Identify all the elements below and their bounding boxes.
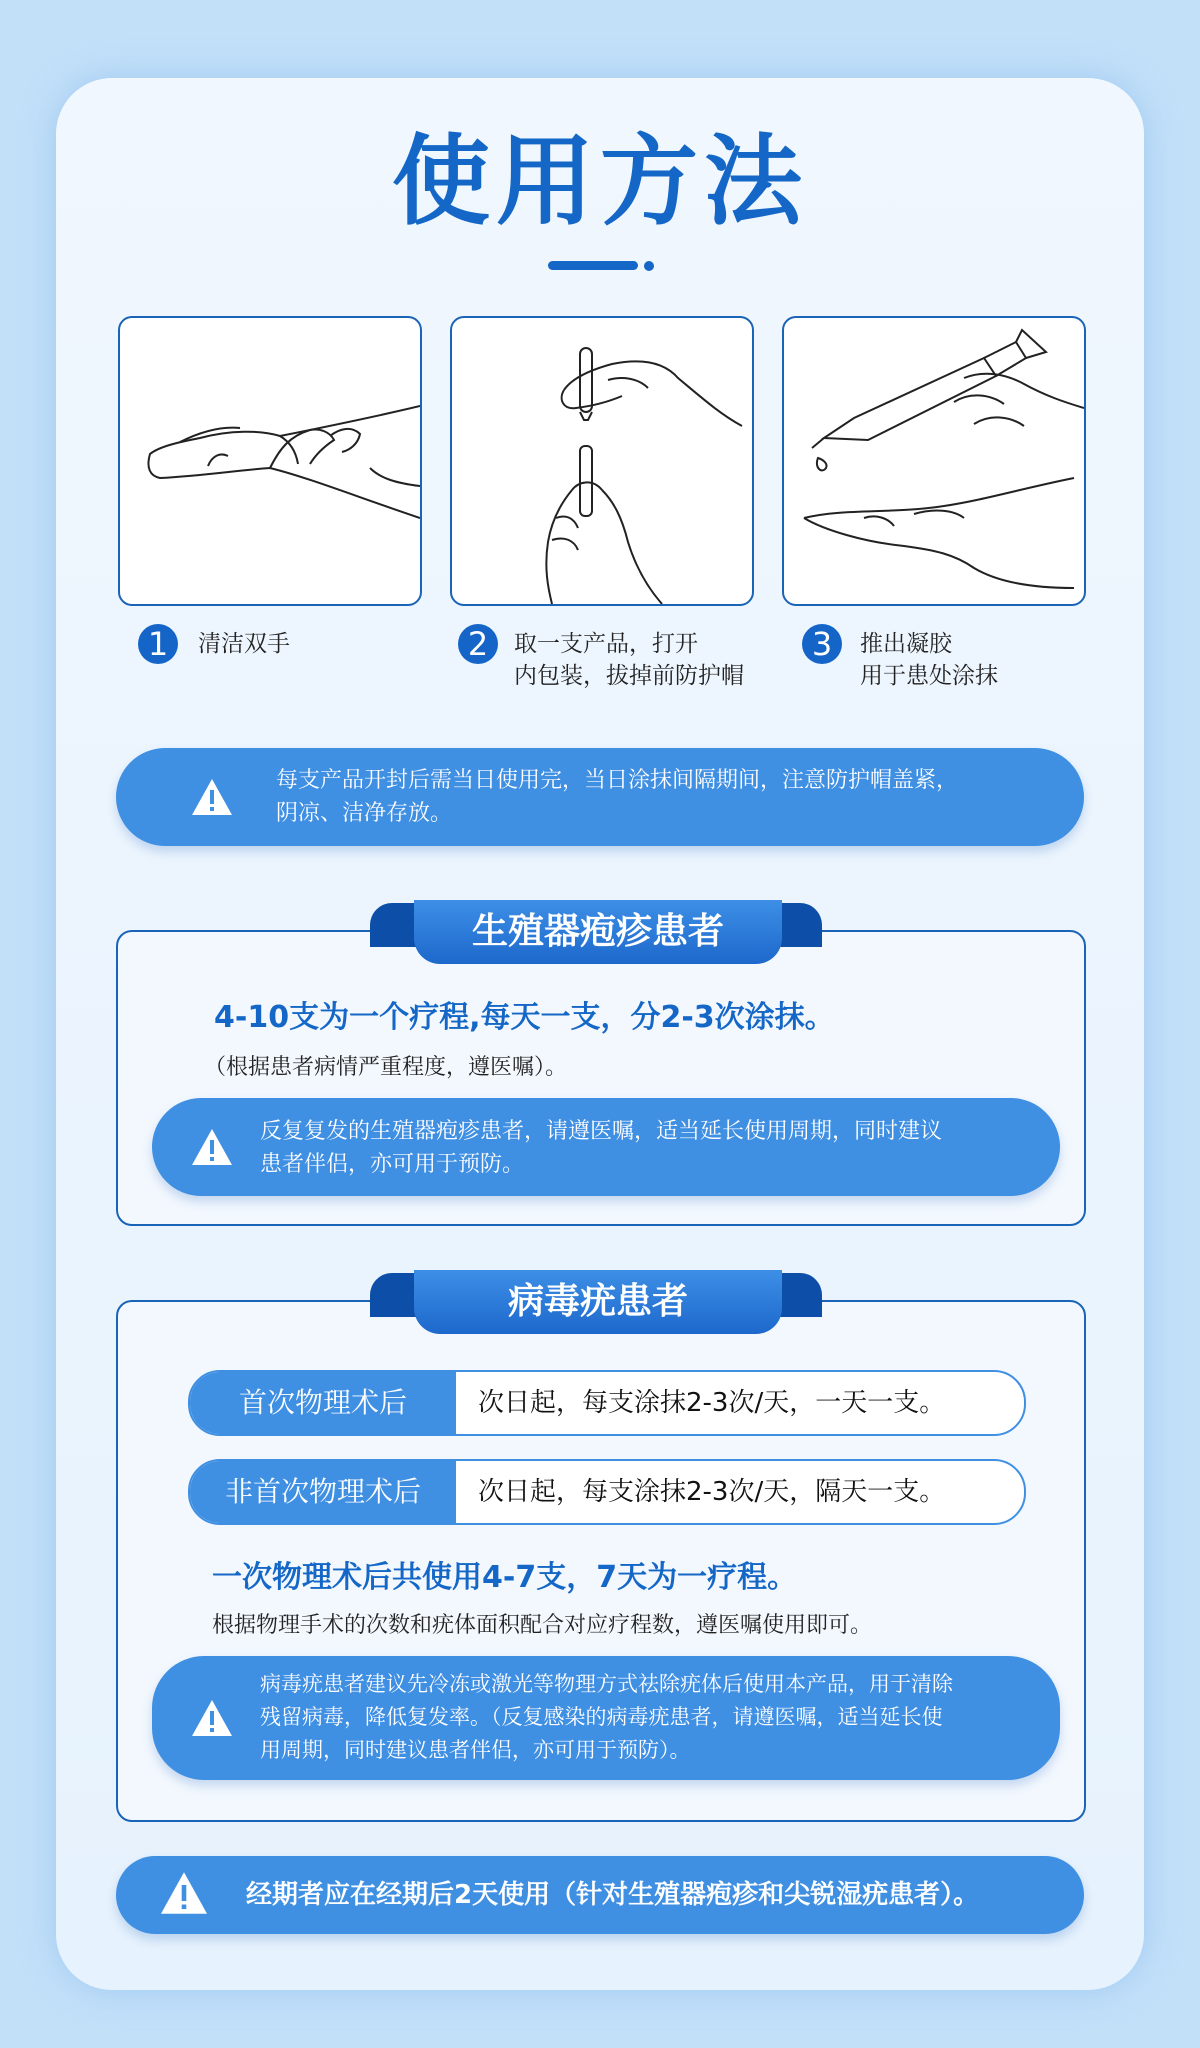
step2-caption	[514, 628, 744, 692]
wart-section-tab: 病毒疣患者	[414, 1270, 782, 1334]
menstruation-notice-text: 经期者应在经期后2天使用（针对生殖器疱疹和尖锐湿疣患者）。	[246, 1880, 980, 1910]
wart-notice-text	[260, 1668, 953, 1767]
herpes-section-tab: 生殖器疱疹患者	[414, 900, 782, 964]
first-surgery-label: 首次物理术后	[190, 1372, 456, 1434]
step3-caption-line1: 推出凝胶	[860, 631, 952, 657]
herpes-notice-line2: 患者伴侣，亦可用于预防。	[260, 1152, 525, 1177]
herpes-course-note: （根据患者病情严重程度，遵医嘱）。	[204, 1055, 568, 1080]
storage-notice-banner	[116, 748, 1084, 846]
wart-notice-line1: 病毒疣患者建议先冷冻或激光等物理方式祛除疣体后使用本产品，用于清除	[260, 1672, 953, 1696]
storage-notice-line1: 每支产品开封后需当日使用完，当日涂抹间隔期间，注意防护帽盖紧，	[276, 768, 959, 793]
repeat-surgery-label: 非首次物理术后	[190, 1461, 456, 1523]
title-underline-dot	[644, 261, 654, 271]
menstruation-notice-banner	[116, 1856, 1084, 1934]
wart-notice-banner	[152, 1656, 1060, 1780]
step1-number-badge: 1	[138, 624, 178, 664]
warning-icon	[158, 1870, 210, 1916]
repeat-surgery-dosage: 次日起，每支涂抹2-3次/天，隔天一支。	[478, 1477, 946, 1507]
step1-caption-line1: 清洁双手	[198, 631, 290, 657]
title-underline	[548, 261, 638, 270]
step2-caption-line1: 取一支产品，打开	[514, 631, 698, 657]
step1-caption	[198, 628, 290, 660]
storage-notice-line2: 阴凉、洁净存放。	[276, 801, 453, 826]
repeat-surgery-row	[188, 1459, 1026, 1525]
step2-number-badge: 2	[458, 624, 498, 664]
first-surgery-row	[188, 1370, 1026, 1436]
first-surgery-dosage: 次日起，每支涂抹2-3次/天，一天一支。	[478, 1388, 946, 1418]
storage-notice-text	[276, 764, 958, 830]
warning-icon	[190, 1127, 234, 1167]
warning-icon	[190, 777, 234, 817]
herpes-notice-text	[260, 1115, 942, 1181]
warning-icon	[190, 1698, 234, 1738]
wart-notice-line2: 残留病毒，降低复发率。（反复感染的病毒疣患者，请遵医嘱，适当延长使	[260, 1705, 943, 1729]
wart-course-heading: 一次物理术后共使用4-7支，7天为一疗程。	[212, 1560, 798, 1595]
page-title: 使用方法	[391, 125, 808, 239]
step2-illustration-open-tube	[450, 316, 754, 606]
step3-caption-line2: 用于患处涂抹	[860, 663, 998, 689]
step3-illustration-apply-gel	[782, 316, 1086, 606]
herpes-notice-line1: 反复复发的生殖器疱疹患者，请遵医嘱，适当延长使用周期，同时建议	[260, 1119, 943, 1144]
herpes-course-heading: 4-10支为一个疗程,每天一支，分2-3次涂抹。	[214, 1000, 835, 1035]
step2-caption-line2: 内包装，拔掉前防护帽	[514, 663, 744, 689]
step3-caption	[860, 628, 998, 692]
wart-course-note: 根据物理手术的次数和疣体面积配合对应疗程数，遵医嘱使用即可。	[212, 1613, 873, 1638]
step3-number-badge: 3	[802, 624, 842, 664]
herpes-notice-banner	[152, 1098, 1060, 1196]
wart-notice-line3: 用周期，同时建议患者伴侣，亦可用于预防）。	[260, 1738, 691, 1762]
step1-illustration-hand-washing	[118, 316, 422, 606]
